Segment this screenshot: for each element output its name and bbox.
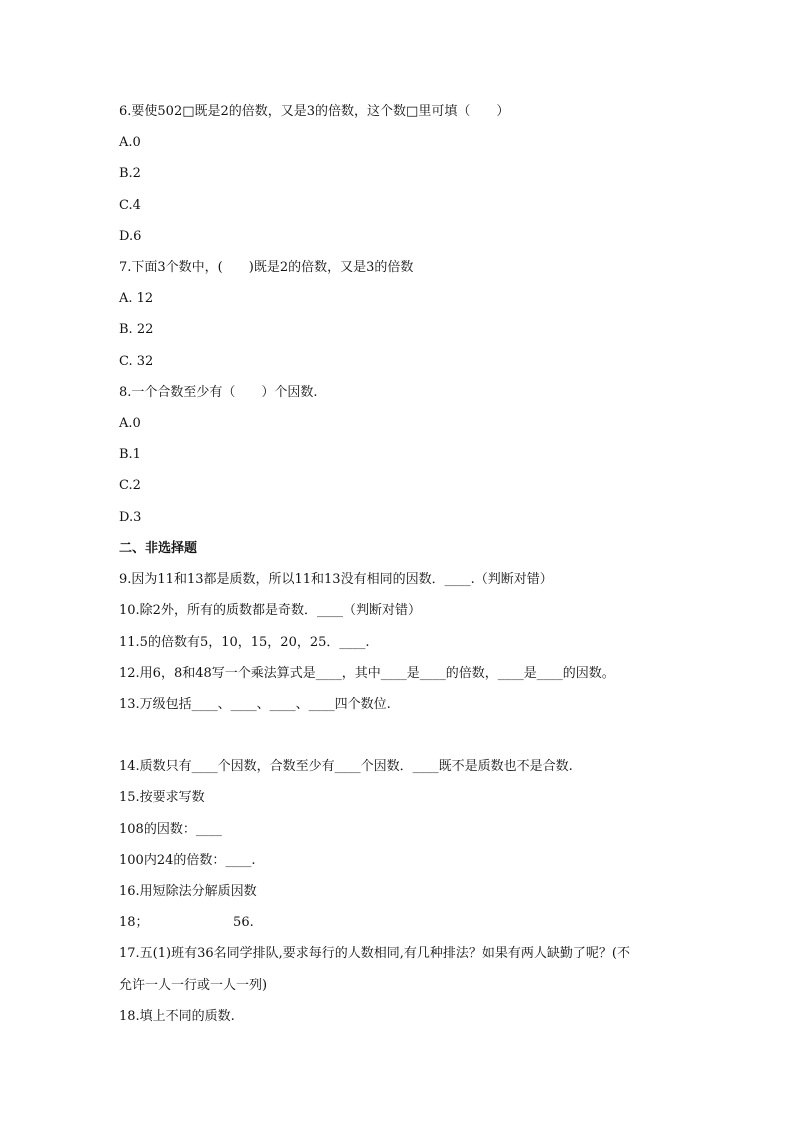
question-16: 16.用短除法分解质因数 xyxy=(119,884,257,899)
question-15: 15.按要求写数 xyxy=(119,790,205,805)
q8-option-d: D.3 xyxy=(119,510,142,525)
question-7: 7.下面3个数中，( )既是2的倍数，又是3的倍数 xyxy=(119,260,414,275)
q7-option-c: C. 32 xyxy=(119,354,154,369)
q15-part-1: 108的因数：____ xyxy=(119,822,222,837)
question-11: 11.5的倍数有5，10，15，20，25．____. xyxy=(119,635,370,650)
q15-part-2: 100内24的倍数：____. xyxy=(119,853,256,868)
question-17-continued: 允许一人一行或一人一列) xyxy=(119,978,268,993)
section-heading: 二、非选择题 xyxy=(119,541,198,556)
question-17: 17.五(1)班有36名同学排队,要求每行的人数相同,有几种排法？如果有两人缺勤了呢？(不 xyxy=(119,946,630,961)
q6-option-b: B.2 xyxy=(119,166,141,181)
question-6: 6.要使502□既是2的倍数，又是3的倍数，这个数□里可填（ ） xyxy=(119,104,510,119)
q7-option-a: A. 12 xyxy=(119,291,154,306)
q8-option-a: A.0 xyxy=(119,416,141,431)
question-10: 10.除2外，所有的质数都是奇数．____（判断对错） xyxy=(119,603,421,618)
question-13: 13.万级包括____、____、____、____四个数位. xyxy=(119,697,391,712)
q6-option-a: A.0 xyxy=(119,135,141,150)
q7-option-b: B. 22 xyxy=(119,322,154,337)
question-14: 14.质数只有____个因数，合数至少有____个因数．____既不是质数也不是合数. xyxy=(119,759,573,774)
q8-option-b: B.1 xyxy=(119,447,141,462)
q6-option-d: D.6 xyxy=(119,229,142,244)
q8-option-c: C.2 xyxy=(119,478,141,493)
question-12: 12.用6，8和48写一个乘法算式是____，其中____是____的倍数，____是____的因数。 xyxy=(119,666,615,681)
question-9: 9.因为11和13都是质数，所以11和13没有相同的因数．____.（判断对错） xyxy=(119,572,553,587)
q6-option-c: C.4 xyxy=(119,198,141,213)
q16-numbers: 18； 56. xyxy=(119,915,254,930)
question-18: 18.填上不同的质数. xyxy=(119,1009,235,1024)
question-8: 8.一个合数至少有（ ）个因数. xyxy=(119,385,318,400)
